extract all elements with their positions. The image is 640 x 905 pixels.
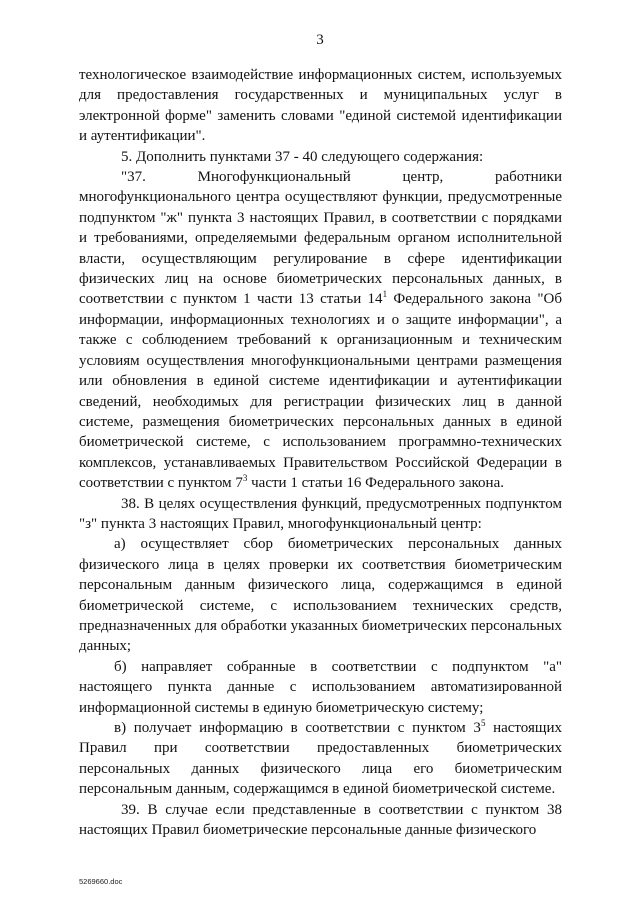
document-body xyxy=(79,65,562,840)
page-number: 3 xyxy=(316,32,324,48)
paragraph-text: б) направляет собранные в соответствии с подпунктом "а" настоящего пункта данные с использованием автоматизированной информационной системы в единую биометрическую систему; xyxy=(79,658,562,716)
superscript: 5 xyxy=(480,718,486,728)
superscript: 3 xyxy=(242,473,248,484)
footer-doc-code: 5269660.doc xyxy=(79,877,123,886)
paragraph-point-38 xyxy=(79,494,562,535)
paragraph-subpoint-a xyxy=(79,534,562,656)
paragraph-text: а) осуществляет сбор биометрических персональных данных физического лица в целях проверки их соответствия биометрическим персональным данным физического лица, содержащимся в единой биометрической системе, с использованием технических средств, предназначенных для обработки указанных биометрических персональных данных; xyxy=(79,536,562,655)
paragraph-text: Федерального закона "Об информации, информационных технологиях и о защите информации", а также с соблюдением требований к организационным и техническим условиям осуществления многофункциональными центрами размещения или обновления в единой системе идентификации и аутентификации сведений, необходимых для регистрации физических лиц в данной системе, размещения биометрических персональных данных в единой биометрической системе, с использованием программно-технических комплексов, устанавливаемых Правительством Российской Федерации в соответствии с пунктом 7 xyxy=(79,291,562,492)
paragraph-text: 38. В целях осуществления функций, предусмотренных подпунктом "з" пункта 3 настоящих Правил, многофункциональный центр: xyxy=(79,495,562,532)
paragraph-text: 39. В случае если представленные в соответствии с пунктом 38 настоящих Правил биометрические персональные данные физического xyxy=(79,801,562,839)
paragraph-text: в) получает информацию в соответствии с пунктом 3 xyxy=(114,720,481,736)
paragraph-continuation xyxy=(79,65,562,147)
paragraph-point-39 xyxy=(79,800,562,841)
paragraph-text: настоящих Правил при соответствии предоставленных биометрических персональных данных физического лица его биометрическим персональным данным, содержащимся в единой биометрической системе. xyxy=(79,720,562,798)
paragraph-point-37 xyxy=(79,167,562,494)
paragraph-text: 5. Дополнить пунктами 37 - 40 следующего содержания: xyxy=(121,148,484,165)
paragraph-text: технологическое взаимодействие информационных систем, используемых для предоставления государственных и муниципальных услуг в электронной форме" заменить словами "единой системой идентификации и аутентификации". xyxy=(79,67,562,145)
paragraph-item-5 xyxy=(79,147,562,167)
paragraph-subpoint-v xyxy=(79,718,562,800)
paragraph-text: "37. Многофункциональный центр, работники многофункционального центра осуществляют функции, предусмотренные подпунктом "ж" пункта 3 настоящих Правил, в соответствии с порядками и требованиями, определяемыми федеральным органом исполнительной власти, осуществляющим регулирование в сфере идентификации физических лиц на основе биометрических персональных данных, в соответствии с пунктом 1 части 13 статьи 14 xyxy=(79,169,562,308)
paragraph-subpoint-b xyxy=(79,657,562,718)
paragraph-text: части 1 статьи 16 Федерального закона. xyxy=(247,475,504,492)
superscript: 1 xyxy=(382,289,388,300)
